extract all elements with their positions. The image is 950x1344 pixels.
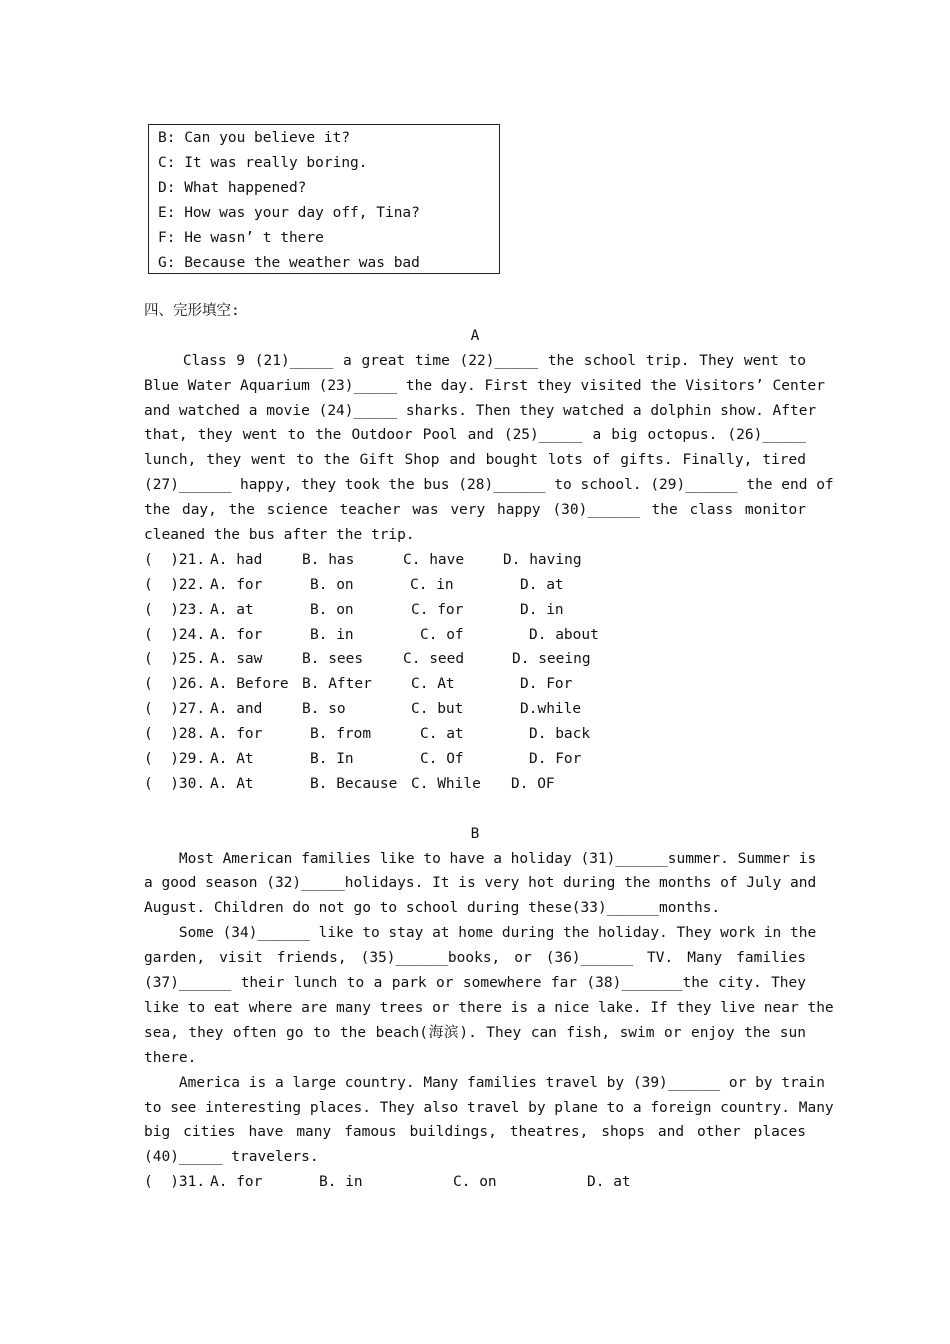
- cloze-section: [144, 299, 834, 1195]
- spacer: [144, 797, 806, 822]
- option-b: B. on: [310, 601, 354, 618]
- question-number: ( )23.: [144, 601, 206, 618]
- passage-line: the day, the science teacher was very happy (30)______ the class monitor: [144, 502, 806, 519]
- option-a: A. at: [210, 601, 254, 618]
- question-number: ( )28.: [144, 726, 206, 743]
- passage-line: a good season (32)_____holidays. It is very hot during the months of July and: [144, 875, 817, 892]
- question-number: ( )25.: [144, 651, 206, 668]
- option-b: B. in: [310, 626, 354, 643]
- passage-line: Class 9 (21)_____ a great time (22)_____ the school trip. They went to: [144, 352, 806, 369]
- option-c: C. but: [411, 701, 464, 718]
- question-row: [144, 1170, 806, 1195]
- passage-line: (37)______ their lunch to a park or somewhere far (38)_______the city. They: [144, 975, 806, 992]
- dialogue-option: G: Because the weather was bad: [158, 255, 420, 271]
- option-c: C. have: [403, 551, 465, 568]
- option-d: D. at: [587, 1174, 631, 1191]
- option-c: C. for: [411, 601, 464, 618]
- question-number: ( )27.: [144, 701, 206, 718]
- option-a: A. for: [210, 1174, 263, 1191]
- passage-line: America is a large country. Many families travel by (39)______ or by train: [144, 1074, 825, 1091]
- passage-line: there.: [144, 1049, 197, 1066]
- option-d: D. at: [520, 576, 564, 593]
- option-a: A. and: [210, 701, 263, 718]
- option-d: D. seeing: [512, 651, 591, 668]
- option-b: B. Because: [310, 775, 398, 792]
- option-d: D.while: [520, 701, 582, 718]
- option-c: C. At: [411, 676, 455, 693]
- passage-line: Some (34)______ like to stay at home during the holiday. They work in the: [144, 925, 817, 942]
- passage-line: August. Children do not go to school during these(33)______months.: [144, 900, 721, 917]
- passage-b-text: [144, 847, 834, 1171]
- option-c: C. of: [420, 626, 464, 643]
- dialogue-option: F: He wasn’ t there: [158, 230, 324, 246]
- question-number: ( )29.: [144, 751, 206, 768]
- option-b: B. from: [310, 726, 372, 743]
- passage-line: Blue Water Aquarium (23)_____ the day. First they visited the Visitors’ Center: [144, 377, 825, 394]
- passage-line: and watched a movie (24)_____ sharks. Then they watched a dolphin show. After: [144, 402, 817, 419]
- option-b: B. on: [310, 576, 354, 593]
- option-a: A. At: [210, 775, 254, 792]
- passage-line: big cities have many famous buildings, theatres, shops and other places: [144, 1124, 806, 1141]
- passage-b-questions: [144, 1170, 806, 1195]
- passage-line: (27)______ happy, they took the bus (28)______ to school. (29)______ the end of: [144, 477, 834, 494]
- option-a: A. had: [210, 551, 263, 568]
- option-c: C. at: [420, 726, 464, 743]
- passage-line: lunch, they went to the Gift Shop and bought lots of gifts. Finally, tired: [144, 452, 806, 469]
- passage-b-label: B: [470, 825, 480, 842]
- question-row: [144, 672, 806, 697]
- question-number: ( )30.: [144, 775, 206, 792]
- option-b: B. In: [310, 751, 354, 768]
- option-c: C. on: [453, 1174, 497, 1191]
- passage-line: sea, they often go to the beach(海滨). They can fish, swim or enjoy the sun: [144, 1024, 806, 1041]
- option-d: D. having: [503, 551, 582, 568]
- question-number: ( )26.: [144, 676, 206, 693]
- option-a: A. saw: [210, 651, 263, 668]
- option-a: A. for: [210, 626, 263, 643]
- question-row: [144, 623, 806, 648]
- option-d: D. about: [529, 626, 599, 643]
- question-number: ( )24.: [144, 626, 206, 643]
- dialogue-option: E: How was your day off, Tina?: [158, 205, 420, 221]
- option-d: D. in: [520, 601, 564, 618]
- option-b: B. in: [319, 1174, 363, 1191]
- passage-line: (40)_____ travelers.: [144, 1149, 319, 1166]
- passage-line: to see interesting places. They also travel by plane to a foreign country. Many: [144, 1099, 834, 1116]
- question-number: ( )22.: [144, 576, 206, 593]
- passage-line: Most American families like to have a holiday (31)______summer. Summer is: [144, 850, 817, 867]
- section-title: 四、完形填空:: [144, 303, 240, 319]
- option-a: A. for: [210, 726, 263, 743]
- passage-line: that, they went to the Outdoor Pool and (25)_____ a big octopus. (26)_____: [144, 427, 806, 444]
- question-row: [144, 772, 806, 797]
- question-row: [144, 647, 806, 672]
- option-a: A. Before: [210, 676, 289, 693]
- option-d: D. back: [529, 726, 591, 743]
- question-row: [144, 548, 806, 573]
- passage-line: garden, visit friends, (35)______books, or (36)______ TV. Many families: [144, 950, 806, 967]
- question-row: [144, 573, 806, 598]
- option-c: C. in: [410, 576, 454, 593]
- question-row: [144, 747, 806, 772]
- option-c: C. Of: [420, 751, 464, 768]
- question-row: [144, 598, 806, 623]
- option-d: D. OF: [511, 775, 555, 792]
- question-number: ( )21.: [144, 551, 206, 568]
- passage-a-label: A: [470, 327, 480, 344]
- dialogue-option: B: Can you believe it?: [158, 130, 351, 146]
- option-b: B. so: [302, 701, 346, 718]
- passage-line: cleaned the bus after the trip.: [144, 527, 415, 544]
- dialogue-options-box: [148, 124, 500, 274]
- dialogue-option: C: It was really boring.: [158, 155, 368, 171]
- option-c: C. seed: [403, 651, 465, 668]
- option-d: D. For: [529, 751, 582, 768]
- option-d: D. For: [520, 676, 573, 693]
- question-row: [144, 722, 806, 747]
- question-row: [144, 697, 806, 722]
- passage-a-questions: [144, 548, 806, 797]
- option-b: B. After: [302, 676, 372, 693]
- passage-a-text: [144, 349, 834, 548]
- question-number: ( )31.: [144, 1174, 206, 1191]
- option-b: B. sees: [302, 651, 364, 668]
- dialogue-option: D: What happened?: [158, 180, 307, 196]
- option-b: B. has: [302, 551, 355, 568]
- option-a: A. At: [210, 751, 254, 768]
- option-a: A. for: [210, 576, 263, 593]
- option-c: C. While: [411, 775, 481, 792]
- passage-line: like to eat where are many trees or there is a nice lake. If they live near the: [144, 999, 834, 1016]
